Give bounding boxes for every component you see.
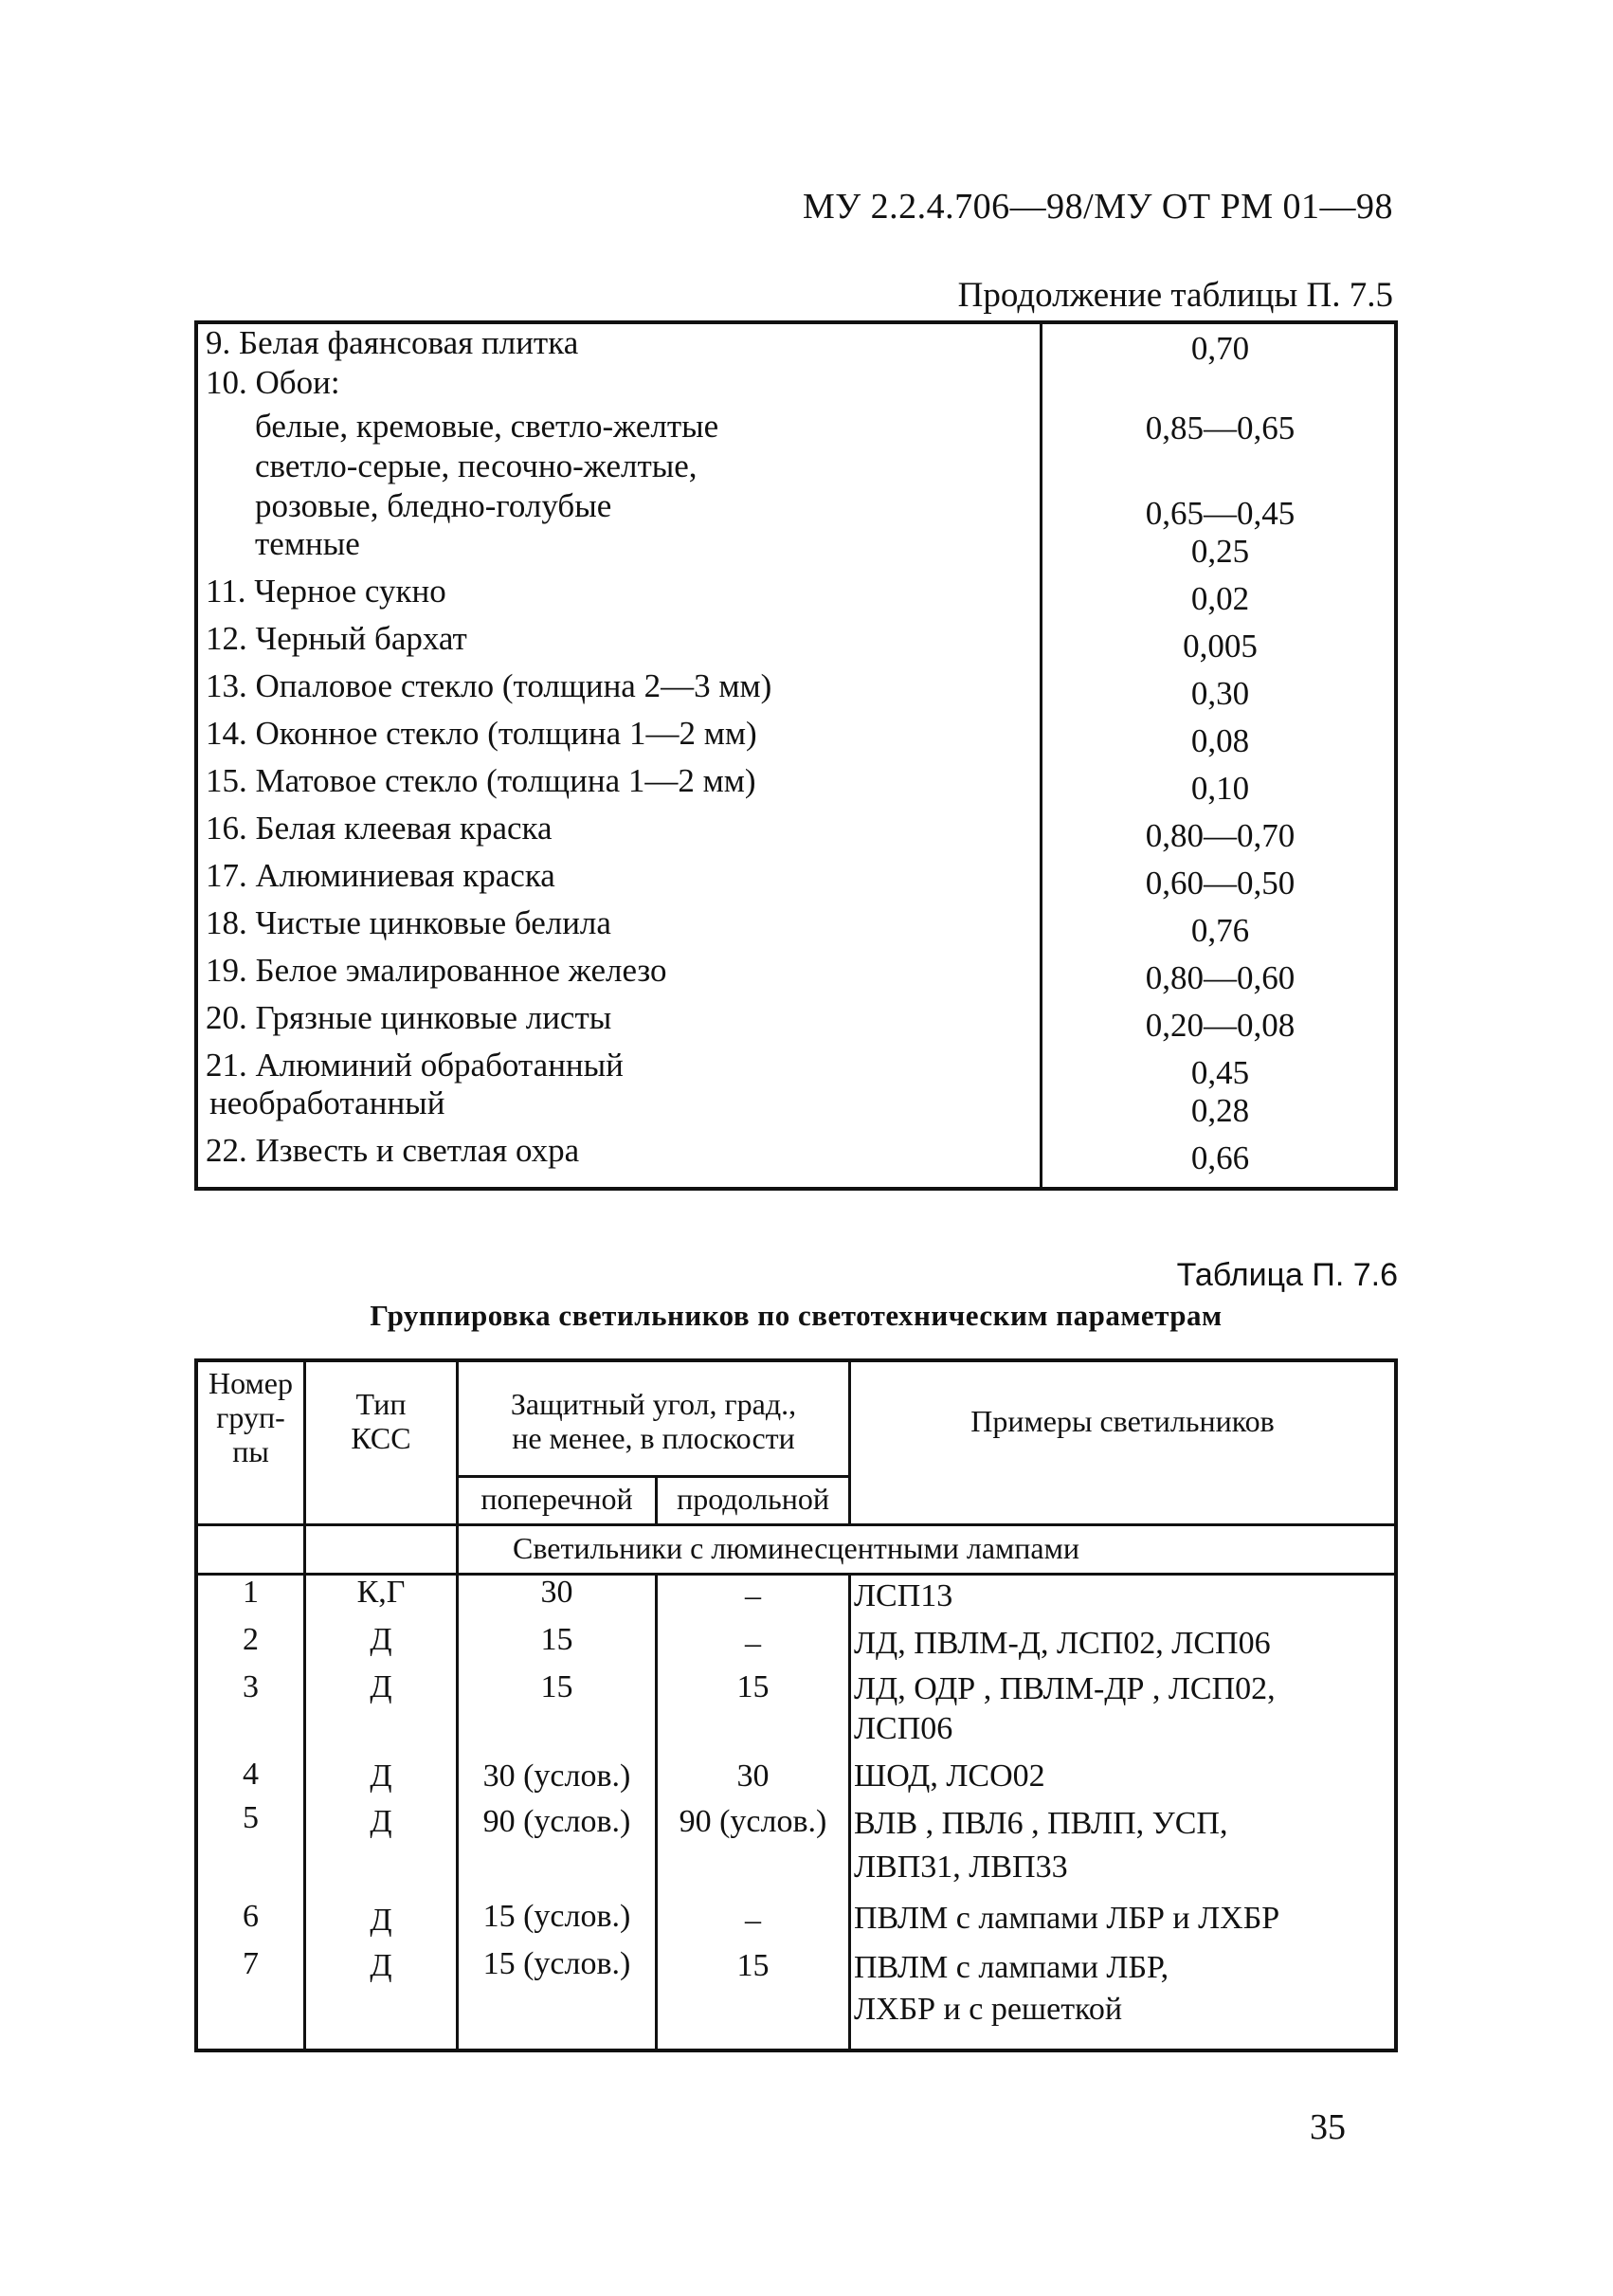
kss-type: Д <box>370 1903 392 1938</box>
longitudinal-angle: – <box>745 1903 761 1938</box>
table-continuation-label: Продолжение таблицы П. 7.5 <box>957 276 1393 315</box>
reflectance-value: 0,28 <box>1190 1092 1250 1129</box>
luminaire-examples: ШОД, ЛСО02 <box>854 1758 1045 1794</box>
transverse-angle: 15 <box>540 1669 573 1704</box>
material-name: 9. Белая фаянсовая плитка <box>206 324 579 361</box>
material-name: 10. Обои: <box>206 364 340 401</box>
header-text: Номер <box>208 1366 293 1400</box>
reflectance-value: 0,60—0,50 <box>1145 865 1296 902</box>
kss-type: Д <box>370 1804 392 1839</box>
header-text: пы <box>232 1434 269 1468</box>
section-title: Светильники с люминесцентными лампами <box>513 1531 1079 1565</box>
header-text: Тип <box>355 1387 407 1421</box>
header-protective-angle <box>459 1387 848 1455</box>
kss-type: К,Г <box>356 1575 406 1610</box>
luminaire-examples-continued: ЛВП31, ЛВП33 <box>854 1850 1068 1885</box>
page-number: 35 <box>1310 2107 1346 2147</box>
material-name: 18. Чистые цинковые белила <box>206 904 611 941</box>
reflectance-value: 0,76 <box>1190 912 1250 949</box>
longitudinal-angle: 30 <box>736 1758 770 1794</box>
transverse-angle: 15 <box>540 1622 573 1657</box>
document-code-header: МУ 2.2.4.706—98/МУ ОТ РМ 01—98 <box>802 187 1393 227</box>
material-name: 16. Белая клеевая краска <box>206 810 553 847</box>
row-divider <box>198 1523 1394 1526</box>
group-number: 4 <box>243 1757 259 1792</box>
reflectance-value: 0,10 <box>1190 770 1250 807</box>
material-name: 11. Черное сукно <box>206 573 446 610</box>
luminaire-examples: ЛД, ОДР , ПВЛМ-ДР , ЛСП02, <box>854 1671 1276 1706</box>
longitudinal-angle: 15 <box>736 1669 770 1704</box>
material-name: 15. Матовое стекло (толщина 1—2 мм) <box>206 762 756 799</box>
material-name: 14. Оконное стекло (толщина 1—2 мм) <box>206 715 757 752</box>
longitudinal-angle: 15 <box>736 1948 770 1983</box>
reflectance-value: 0,02 <box>1190 580 1250 617</box>
group-number: 1 <box>243 1575 259 1610</box>
material-name: 22. Известь и светлая охра <box>206 1132 580 1169</box>
table-title: Группировка светильников по светотехническим параметрам <box>370 1299 1223 1332</box>
group-number: 3 <box>243 1669 259 1704</box>
transverse-angle: 90 (услов.) <box>482 1804 631 1839</box>
luminaire-examples: ВЛВ , ПВЛ6 , ПВЛП, УСП, <box>854 1806 1228 1841</box>
transverse-angle: 30 <box>540 1575 573 1610</box>
header-text: не менее, в плоскости <box>512 1421 795 1455</box>
transverse-angle: 30 (услов.) <box>482 1758 631 1794</box>
group-number: 7 <box>243 1946 259 1981</box>
group-number: 2 <box>243 1622 259 1657</box>
kss-type: Д <box>370 1669 392 1704</box>
luminaire-examples-continued: ЛСП06 <box>854 1711 953 1746</box>
transverse-angle: 15 (услов.) <box>482 1899 631 1934</box>
reflectance-value: 0,25 <box>1190 533 1250 570</box>
reflectance-value: 0,005 <box>1183 628 1258 665</box>
material-name: 13. Опаловое стекло (толщина 2—3 мм) <box>206 667 772 704</box>
luminaire-examples: ЛСП13 <box>854 1578 953 1613</box>
header-text: КСС <box>351 1421 411 1455</box>
material-name: необработанный <box>209 1084 445 1121</box>
reflectance-value: 0,45 <box>1190 1054 1250 1091</box>
header-group-number <box>198 1366 303 1468</box>
luminaire-grouping-table <box>194 1358 1398 2052</box>
luminaire-examples: ПВЛМ с лампами ЛБР, <box>854 1950 1169 1985</box>
header-text: груп- <box>216 1400 285 1434</box>
material-name: розовые, бледно-голубые <box>255 487 612 524</box>
luminaire-examples: ПВЛМ с лампами ЛБР и ЛХБР <box>854 1901 1280 1936</box>
longitudinal-angle: 90 (услов.) <box>679 1804 827 1839</box>
material-name: 12. Черный бархат <box>206 620 467 657</box>
table-label: Таблица П. 7.6 <box>1176 1257 1398 1293</box>
kss-type: Д <box>370 1622 392 1657</box>
reflectance-value: 0,70 <box>1190 330 1250 367</box>
material-name: 19. Белое эмалированное железо <box>206 952 667 989</box>
reflectance-value: 0,80—0,60 <box>1145 959 1296 996</box>
group-number: 5 <box>243 1800 259 1835</box>
column-divider <box>848 1362 851 1523</box>
luminaire-examples: ЛД, ПВЛМ-Д, ЛСП02, ЛСП06 <box>854 1626 1271 1661</box>
material-name: светло-серые, песочно-желтые, <box>255 447 698 484</box>
material-name: темные <box>255 525 360 562</box>
header-kss-type <box>306 1387 456 1455</box>
reflectance-value: 0,80—0,70 <box>1145 817 1296 854</box>
transverse-angle: 15 (услов.) <box>482 1946 631 1981</box>
row-divider <box>456 1475 848 1478</box>
reflectance-value: 0,08 <box>1190 722 1250 759</box>
material-name: 20. Грязные цинковые листы <box>206 999 612 1036</box>
column-divider <box>303 1362 306 2049</box>
longitudinal-angle: – <box>745 1626 761 1661</box>
reflectance-value: 0,66 <box>1190 1139 1250 1176</box>
longitudinal-angle: – <box>745 1578 761 1613</box>
reflectance-table <box>194 320 1398 1191</box>
kss-type: Д <box>370 1758 392 1794</box>
header-examples: Примеры светильников <box>970 1404 1275 1438</box>
material-name: 21. Алюминий обработанный <box>206 1047 624 1084</box>
reflectance-value: 0,20—0,08 <box>1145 1007 1296 1044</box>
material-name: 17. Алюминиевая краска <box>206 857 555 894</box>
kss-type: Д <box>370 1948 392 1983</box>
reflectance-value: 0,85—0,65 <box>1145 410 1296 446</box>
header-text: Защитный угол, град., <box>510 1387 797 1421</box>
header-longitudinal: продольной <box>677 1482 829 1516</box>
column-divider <box>848 1573 851 2049</box>
reflectance-value: 0,65—0,45 <box>1145 495 1296 532</box>
reflectance-value: 0,30 <box>1190 675 1250 712</box>
header-transverse: поперечной <box>480 1482 633 1516</box>
luminaire-examples-continued: ЛХБР и с решеткой <box>854 1992 1123 2027</box>
group-number: 6 <box>243 1899 259 1934</box>
material-name: белые, кремовые, светло-желтые <box>255 408 719 445</box>
